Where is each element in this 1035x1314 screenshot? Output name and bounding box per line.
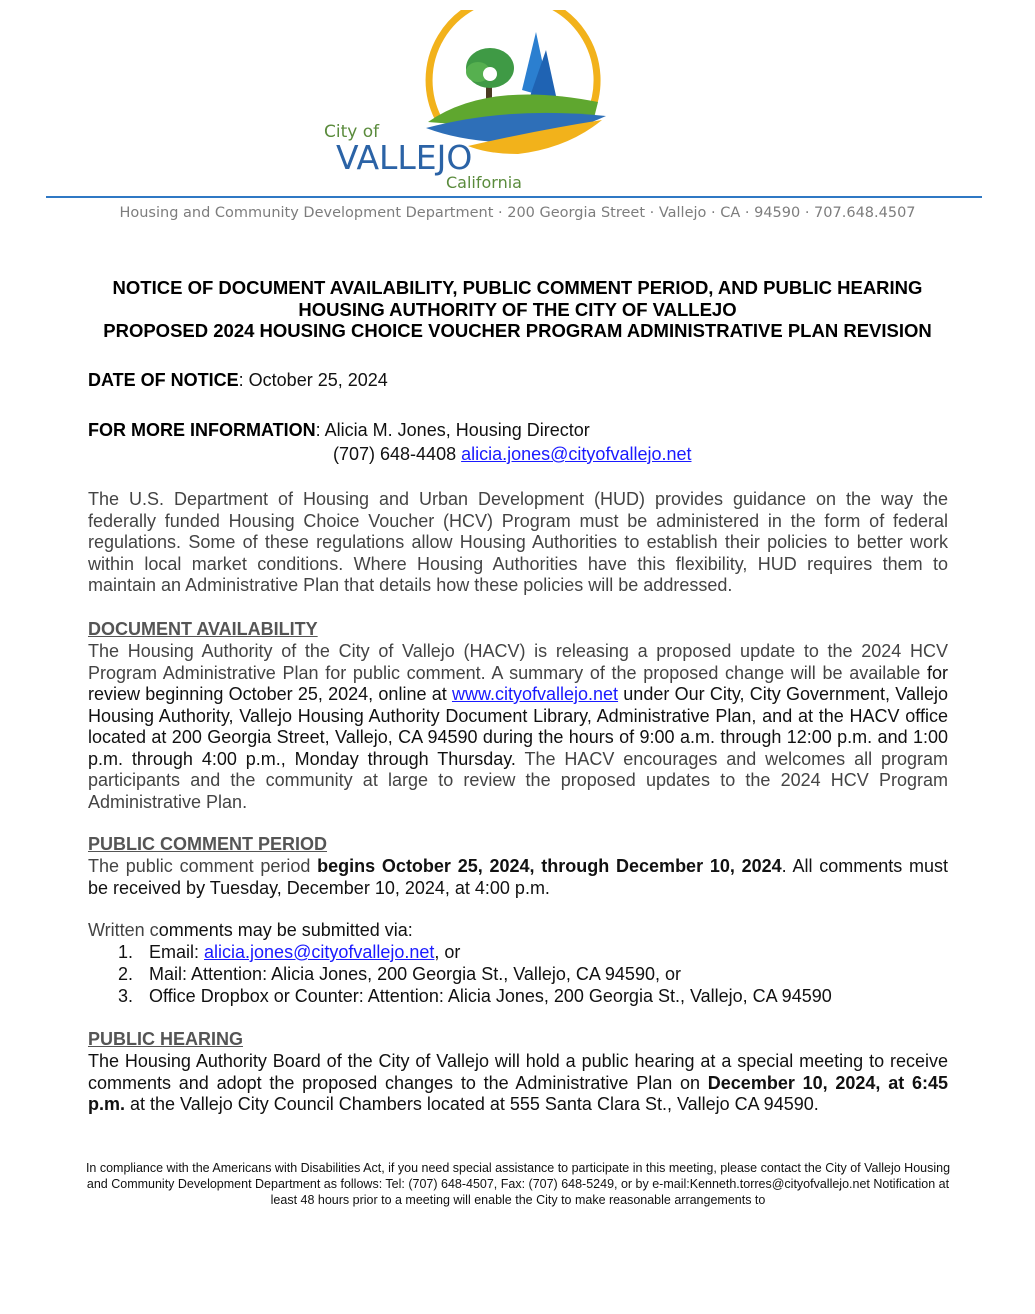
list-item-text: Office Dropbox or Counter: Attention: Alicia Jones, 200 Georgia St., Vallejo, CA 94590 bbox=[149, 986, 832, 1006]
document-availability-heading: DOCUMENT AVAILABILITY bbox=[88, 619, 318, 639]
date-of-notice bbox=[88, 370, 388, 391]
public-hearing-paragraph bbox=[88, 1051, 948, 1116]
more-info-label: FOR MORE INFORMATION bbox=[88, 420, 316, 440]
date-of-notice-label: DATE OF NOTICE bbox=[88, 370, 239, 390]
list-item-number: 3. bbox=[118, 986, 134, 1006]
comment-text-b: . All comments must be received by Tuesday, December 10, 2024, at 4:00 p.m. bbox=[88, 856, 948, 898]
title-line-1: NOTICE OF DOCUMENT AVAILABILITY, PUBLIC COMMENT PERIOD, AND PUBLIC HEARING bbox=[112, 277, 923, 298]
list-item-number: 2. bbox=[118, 964, 134, 984]
header-divider bbox=[46, 196, 982, 198]
list-item-number: 1. bbox=[118, 942, 134, 962]
submission-intro-b: omments may be submitted via: bbox=[158, 920, 413, 940]
document-availability-paragraph bbox=[88, 641, 948, 813]
hearing-date: December 10, 2024, at 6:45 p.m. bbox=[88, 1072, 948, 1114]
doc-text-d: The HACV encourages and welcomes all program participants and the community at large to review the proposed updates to the 2024 HCV Program Administrative Plan. bbox=[88, 748, 948, 812]
contact-details bbox=[333, 444, 692, 465]
logo-city-of: City of bbox=[324, 122, 380, 142]
submission-email-link[interactable]: alicia.jones@cityofvallejo.net bbox=[204, 942, 435, 962]
doc-text-b: for review beginning October 25, 2024, online at bbox=[88, 662, 948, 704]
list-item-suffix: , or bbox=[434, 942, 461, 962]
list-item bbox=[118, 985, 832, 1007]
doc-text-c: under Our City, City Government, Vallejo Housing Authority, Vallejo Housing Authority Document Library, Administrative Plan, and at the HACV office located at 200 Georgia Street, Vallejo, CA 94590 during the hours of 9:00 a.m. through 12:00 p.m. and 1:00 p.m. through 4:00 p.m., Monday through Thursday. bbox=[88, 684, 948, 769]
comment-dates: begins October 25, 2024, through December 10, 2024 bbox=[317, 856, 782, 876]
website-link[interactable]: www.cityofvallejo.net bbox=[451, 684, 619, 704]
department-address-line: Housing and Community Development Department · 200 Georgia Street · Vallejo · CA · 94590 · 707.648.4507 bbox=[119, 205, 916, 221]
more-information bbox=[88, 420, 590, 441]
logo-state: California bbox=[446, 173, 522, 192]
comment-text-a: The public comment period bbox=[88, 856, 318, 876]
list-item-prefix: Email: bbox=[149, 942, 205, 962]
comment-submission-intro bbox=[88, 920, 948, 942]
date-of-notice-value: : October 25, 2024 bbox=[238, 370, 388, 390]
contact-phone: (707) 648-4408 bbox=[333, 444, 457, 464]
public-comment-heading: PUBLIC COMMENT PERIOD bbox=[88, 834, 328, 854]
public-hearing-heading: PUBLIC HEARING bbox=[88, 1029, 244, 1049]
title-line-2: HOUSING AUTHORITY OF THE CITY OF VALLEJO bbox=[298, 298, 737, 320]
title-line-3: PROPOSED 2024 HOUSING CHOICE VOUCHER PROGRAM ADMINISTRATIVE PLAN REVISION bbox=[103, 320, 932, 341]
list-item-text: Mail: Attention: Alicia Jones, 200 Georgia St., Vallejo, CA 94590, or bbox=[149, 964, 681, 984]
city-logo bbox=[318, 10, 608, 192]
public-comment-paragraph bbox=[88, 856, 948, 899]
more-info-value: : Alicia M. Jones, Housing Director bbox=[315, 420, 590, 440]
hearing-text-b: at the Vallejo City Council Chambers located at 555 Santa Clara St., Vallejo CA 94590. bbox=[125, 1094, 819, 1114]
submission-methods-list bbox=[118, 941, 832, 1007]
ada-compliance-footer: In compliance with the Americans with Disabilities Act, if you need special assistance to participate in this meeting, please contact the City of Vallejo Housing and Community Development Department as follows: Tel: (707) 648-4507, Fax: (707) 648-5249, or by e-mail:Kenneth.torres@cityofvallejo.net Notification at least 48 hours prior to a meeting will enable the City to make reasonable arrangements to bbox=[85, 1161, 951, 1207]
doc-text-a: The Housing Authority of the City of Vallejo (HACV) is releasing a proposed update to the 2024 HCV Program Administrative Plan for public comment. A summary of the proposed change will be available bbox=[88, 641, 948, 683]
list-item bbox=[118, 963, 832, 985]
submission-intro-a: Written c bbox=[88, 920, 159, 940]
hearing-text-a: The Housing Authority Board of the City of Vallejo will hold a public hearing at a special meeting to receive comments and adopt the proposed changes to the Administrative Plan on bbox=[88, 1051, 948, 1093]
contact-email-link[interactable]: alicia.jones@cityofvallejo.net bbox=[461, 444, 692, 464]
intro-paragraph: The U.S. Department of Housing and Urban Development (HUD) provides guidance on the way the federally funded Housing Choice Voucher (HCV) Program must be administered in the form of federal regulations. Some of these regulations allow Housing Authorities to establish their policies to better work within local market conditions. Where Housing Authorities have this flexibility, HUD requires them to maintain an Administrative Plan that details how these policies will be addressed. bbox=[88, 489, 948, 595]
logo-name: VALLEJO bbox=[336, 138, 473, 177]
notice-title bbox=[0, 277, 1035, 342]
list-item bbox=[118, 941, 832, 963]
